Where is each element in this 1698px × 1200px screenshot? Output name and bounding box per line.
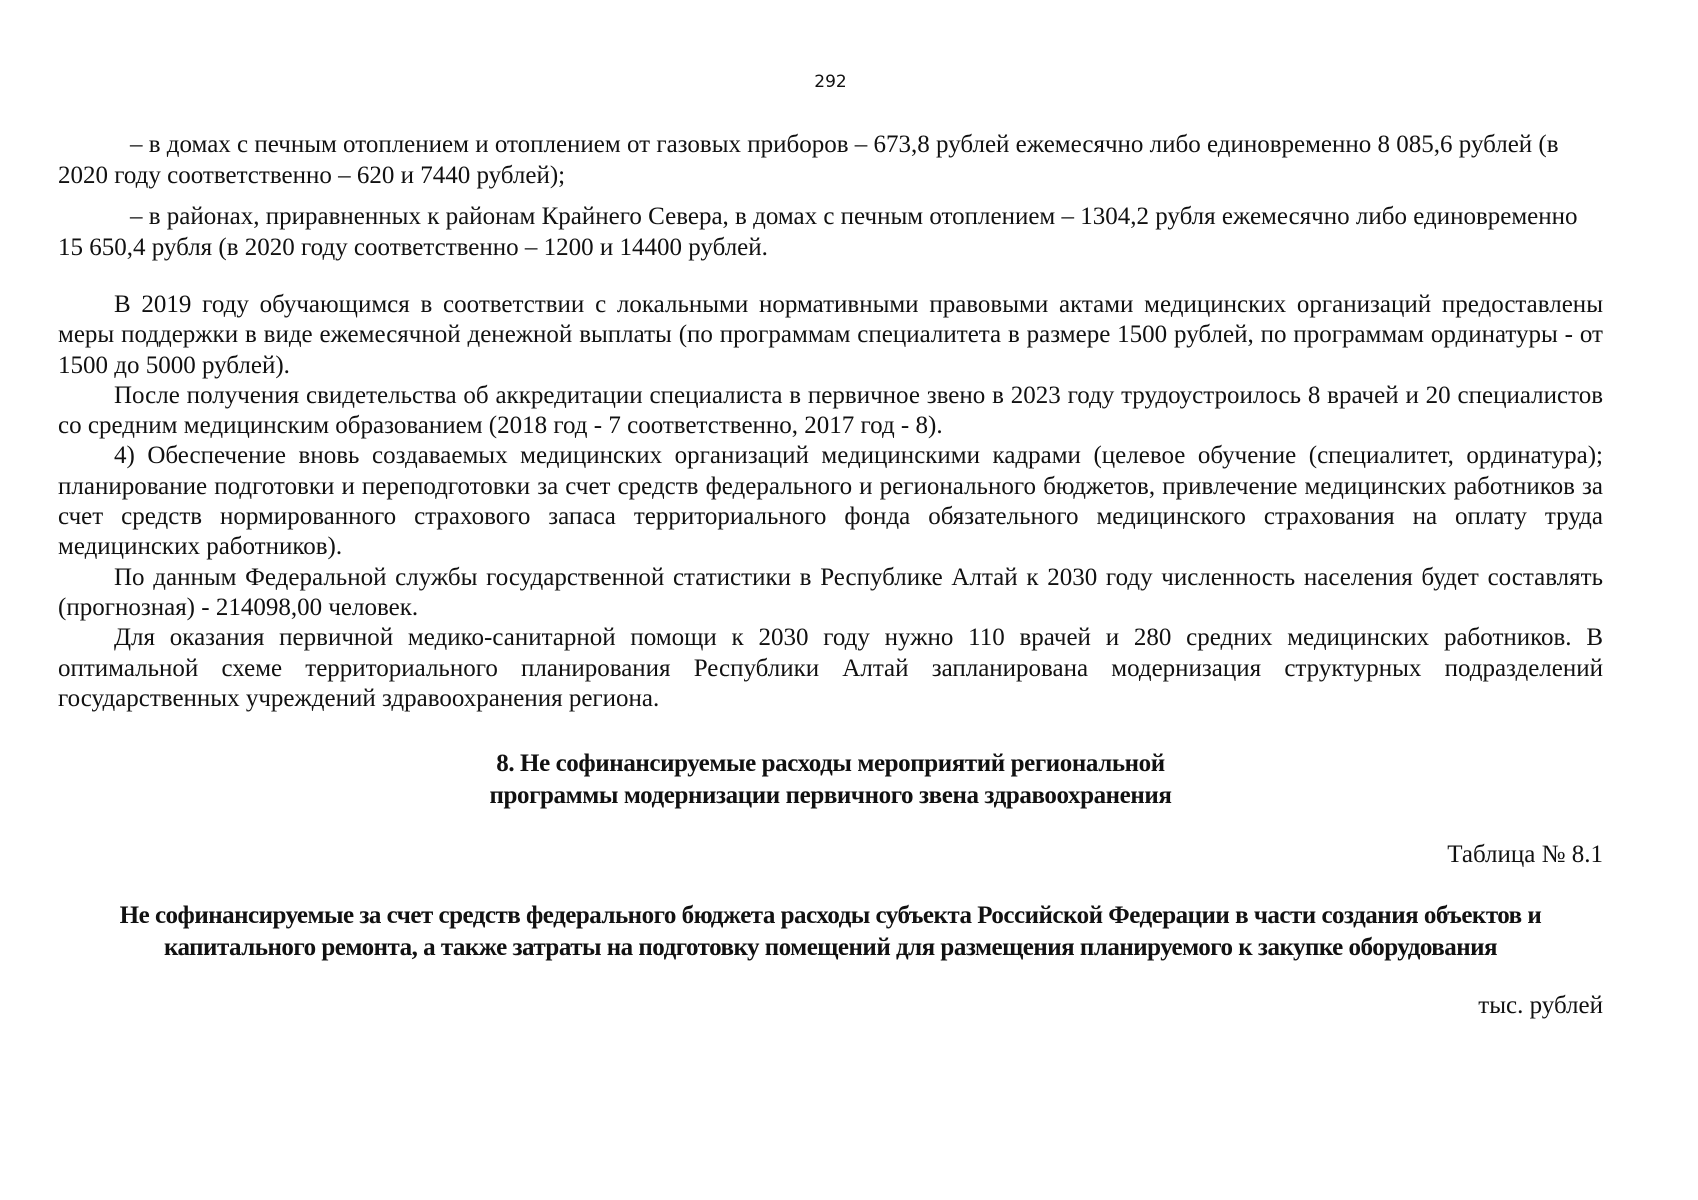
section-heading-line-2: программы модернизации первичного звена здравоохранения (489, 782, 1172, 809)
bullet-item-far-north: – в районах, приравненных к районам Крайнего Севера, в домах с печным отоплением – 1304,2 рубля ежемесячно либо единовременно 15 650,4 рубля (в 2020 году соответственно – 1200 и 14400 рублей. (58, 203, 1578, 261)
table-title-line-2: капитального ремонта, а также затраты на подготовку помещений для размещения планируемого к закупке оборудования (163, 934, 1498, 961)
table-number-label: Таблица № 8.1 (1447, 841, 1603, 868)
bullet-list (58, 129, 1603, 273)
bullet-item-stove-heating: – в домах с печным отоплением и отоплением от газовых приборов – 673,8 рублей ежемесячно либо единовременно 8 085,6 рублей (в 2020 году соответственно – 620 и 7440 рублей); (58, 131, 1559, 189)
page-number: 292 (814, 72, 847, 92)
section-heading-line-1: 8. Не софинансируемые расходы мероприятий региональной (496, 750, 1165, 777)
paragraph-student-support: В 2019 году обучающимся в соответствии с локальными нормативными правовыми актами медицинских организаций предоставлены меры поддержки в виде ежемесячной денежной выплаты (по программам специалитета в размере 1500 рублей, по программам ординатуры - от 1500 до 5000 рублей). (58, 291, 1603, 379)
paragraph-staffing: 4) Обеспечение вновь создаваемых медицинских организаций медицинскими кадрами (целевое обучение (специалитет, ординатура); планирование подготовки и переподготовки за счет средств федерального и регионального бюджетов, привлечение медицинских работников за счет средств нормированного страхового запаса территориального фонда обязательного медицинского страхования на оплату труда медицинских работников). (58, 442, 1603, 561)
paragraph-accreditation: После получения свидетельства об аккредитации специалиста в первичное звено в 2023 году трудоустроилось 8 врачей и 20 специалистов со средним медицинским образованием (2018 год - 7 соответственно, 2017 год - 8). (58, 381, 1603, 440)
paragraph-primary-care-needs: Для оказания первичной медико-санитарной помощи к 2030 году нужно 110 врачей и 280 средних медицинских работников. В оптимальной схеме территориального планирования Республики Алтай запланирована модернизация структурных подразделений государственных учреждений здравоохранения региона. (58, 624, 1603, 712)
body-text (58, 290, 1603, 714)
paragraph-population: По данным Федеральной службы государственной статистики в Республике Алтай к 2030 году численность населения будет составлять (прогнозная) - 214098,00 человек. (58, 563, 1603, 621)
units-label: тыс. рублей (1478, 992, 1603, 1019)
table-title-line-1: Не софинансируемые за счет средств федерального бюджета расходы субъекта Российской Федерации в части создания объектов и (119, 902, 1542, 929)
table-title (58, 900, 1603, 964)
section-heading (58, 748, 1603, 812)
document-page (58, 0, 1603, 1200)
